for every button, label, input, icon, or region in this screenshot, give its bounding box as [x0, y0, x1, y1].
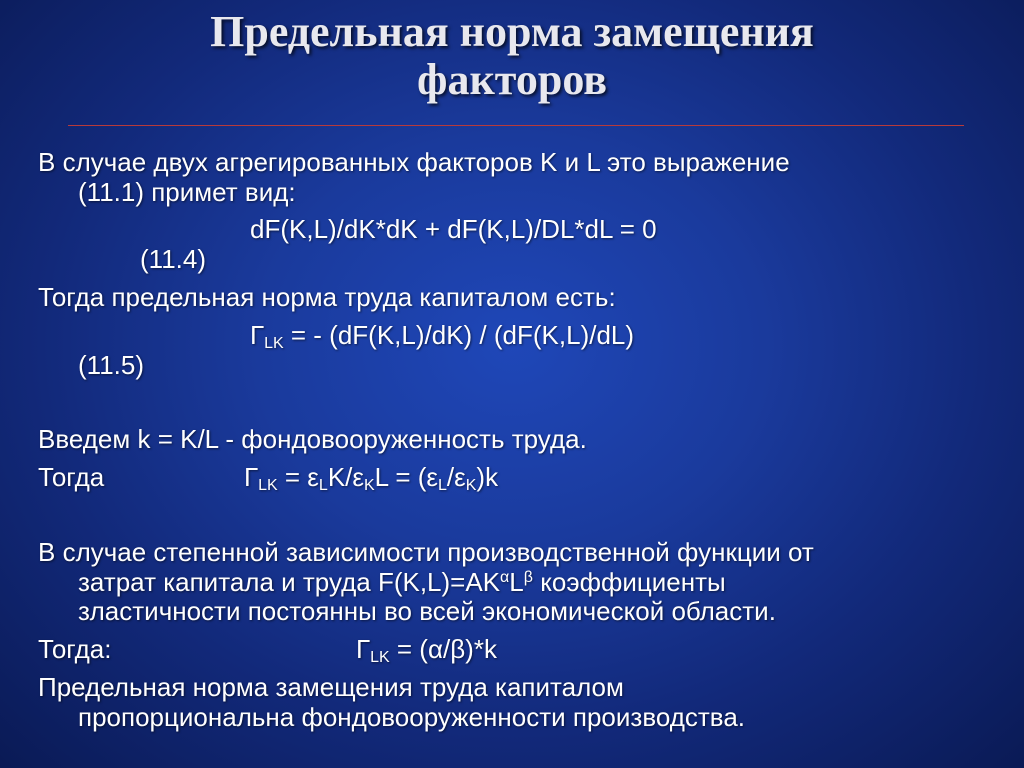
gamma-symbol: Г: [356, 634, 371, 664]
equation-elasticity: [244, 462, 498, 492]
subscript-k: K: [465, 477, 477, 494]
equation-part: )k: [476, 462, 499, 492]
paragraph-7-line-2: пропорциональна фондовооруженности производства.: [78, 702, 746, 732]
equation-part: L = (ε: [374, 462, 439, 492]
paragraph-1-line-1: В случае двух агрегированных факторов K и L это выражение: [38, 147, 790, 177]
slide-title: [0, 8, 1024, 104]
paragraph-5-line-1: В случае степенной зависимости производственной функции от: [38, 537, 814, 567]
paragraph-3: Введем k = K/L - фондовооруженность труда.: [38, 424, 587, 454]
text-part: коэффициенты: [532, 567, 726, 597]
paragraph-6-label: Тогда:: [38, 634, 112, 664]
slide-title-line-2: факторов: [417, 55, 607, 104]
text-part: затрат капитала и труда F(K,L)=AK: [78, 567, 501, 597]
paragraph-4-label: Тогда: [38, 462, 105, 492]
equation-11-5: [250, 320, 634, 350]
superscript-beta: β: [523, 569, 533, 586]
text-part: L: [509, 567, 524, 597]
superscript-alpha: α: [500, 569, 510, 586]
equation-11-4-number: (11.4): [140, 244, 206, 274]
equation-part: = (α/β)*k: [389, 634, 497, 664]
title-divider: [68, 125, 964, 126]
subscript-k: K: [363, 477, 375, 494]
paragraph-1-line-2: (11.1) примет вид:: [78, 177, 296, 207]
subscript-l: L: [438, 477, 447, 494]
equation-11-5-rest: = - (dF(K,L)/dK) / (dF(K,L)/dL): [283, 320, 635, 350]
paragraph-5-line-2: [78, 567, 726, 597]
gamma-symbol: Г: [244, 462, 259, 492]
paragraph-7-line-1: Предельная норма замещения труда капиталом: [38, 672, 624, 702]
subscript-lk: LK: [370, 649, 390, 666]
gamma-symbol: Г: [250, 320, 265, 350]
subscript-lk: LK: [264, 335, 284, 352]
equation-part: /ε: [446, 462, 466, 492]
subscript-l: L: [318, 477, 328, 494]
equation-power-function: [356, 634, 497, 664]
equation-11-4: dF(K,L)/dK*dK + dF(K,L)/DL*dL = 0: [250, 214, 657, 244]
equation-11-5-number: (11.5): [78, 350, 144, 380]
equation-part: K/ε: [327, 462, 364, 492]
paragraph-2: Тогда предельная норма труда капиталом есть:: [38, 282, 616, 312]
equation-part: = ε: [277, 462, 319, 492]
paragraph-5-line-3: злaстичности постоянны во всей экономической области.: [78, 596, 776, 626]
subscript-lk: LK: [258, 477, 278, 494]
slide-title-line-1: Предельная норма замещения: [210, 7, 814, 56]
